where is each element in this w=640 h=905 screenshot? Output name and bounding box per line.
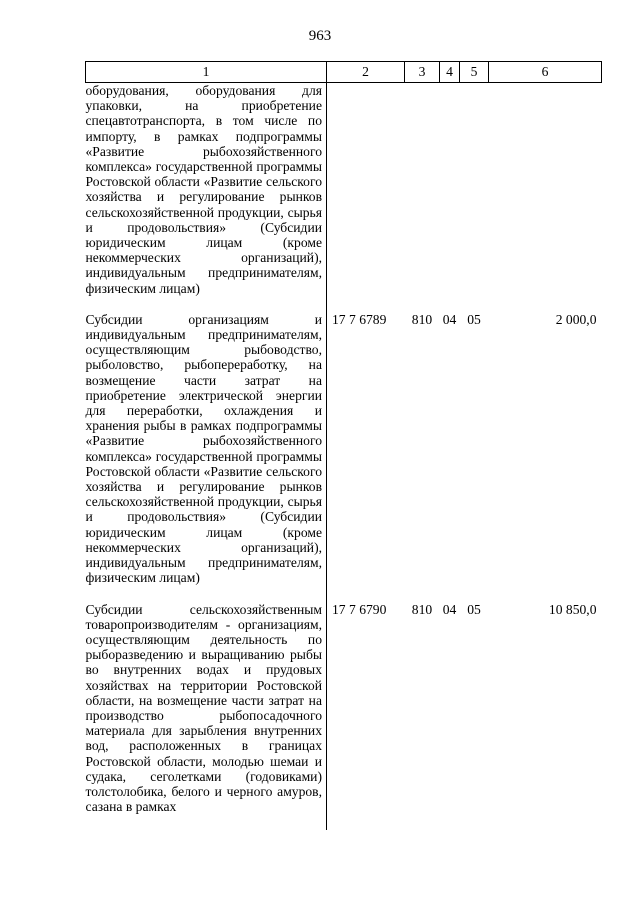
column-header: 3 — [405, 62, 440, 83]
row-amount: 10 850,0 — [548, 601, 597, 617]
row-amount — [489, 83, 602, 312]
budget-table — [85, 61, 602, 830]
row-amount: 2 000,0 — [555, 311, 597, 327]
row-description: Субсидии организациям и индивидуальным предпринимателям, осуществляющим рыбоводство, рыболовство, рыбопереработку, на возмещение части затрат на приобретение электрической энергии для переработки, охлаждения и хранения рыбы в рамках подпрограммы «Развитие рыбохозяйственного комплекса» государственной программы Ростовской области «Развитие сельского хозяйства и регулирование рынков сельскохозяйственной продукции, сырья и продовольствия» (Субсидии юридическим лицам (кроме некоммерческих организаций), индивидуальным предпринимателям, физическим лицам) — [86, 312, 327, 602]
column-header: 1 — [86, 62, 327, 83]
row-vr — [405, 83, 440, 312]
row-pr — [460, 83, 489, 312]
row-code — [327, 83, 405, 312]
row-rz: 04 — [442, 311, 457, 327]
table-row — [86, 312, 602, 602]
column-header: 4 — [440, 62, 460, 83]
row-rz: 04 — [442, 601, 457, 617]
page-number: 963 — [308, 28, 332, 44]
row-description: Субсидии сельскохозяйственным товаропроизводителям - организациям, осуществляющим деятельность по рыборазведению и выращиванию рыбы во внутренних водах и прудовых хозяйствах на территории Ростовской области, на возмещение части затрат на производство рыбопосадочного материала для зарыбления внутренних вод, расположенных в границах Ростовской области, молодью шемаи и судака, сеголетками (годовиками) толстолобика, белого и черного амуров, сазана в рамках — [86, 602, 327, 831]
table-row — [86, 602, 602, 831]
row-code: 17 7 6790 — [332, 601, 387, 617]
row-description: оборудования, оборудования для упаковки, на приобретение спецавтотранспорта, в том числе по импорту, в рамках подпрограммы «Развитие рыбохозяйственного комплекса» государственной программы Ростовской области «Развитие сельского хозяйства и регулирование рынков сельскохозяйственной продукции, сырья и продовольствия» (Субсидии юридическим лицам (кроме некоммерческих организаций), индивидуальным предпринимателям, физическим лицам) — [86, 83, 327, 312]
row-pr: 05 — [467, 601, 481, 617]
row-rz — [440, 83, 460, 312]
column-header: 2 — [327, 62, 405, 83]
row-vr: 810 — [411, 311, 433, 327]
column-header: 5 — [460, 62, 489, 83]
table-header-row — [86, 62, 602, 83]
row-code: 17 7 6789 — [332, 311, 387, 327]
table-row — [86, 83, 602, 312]
row-pr: 05 — [467, 311, 481, 327]
row-vr: 810 — [411, 601, 433, 617]
column-header: 6 — [489, 62, 602, 83]
